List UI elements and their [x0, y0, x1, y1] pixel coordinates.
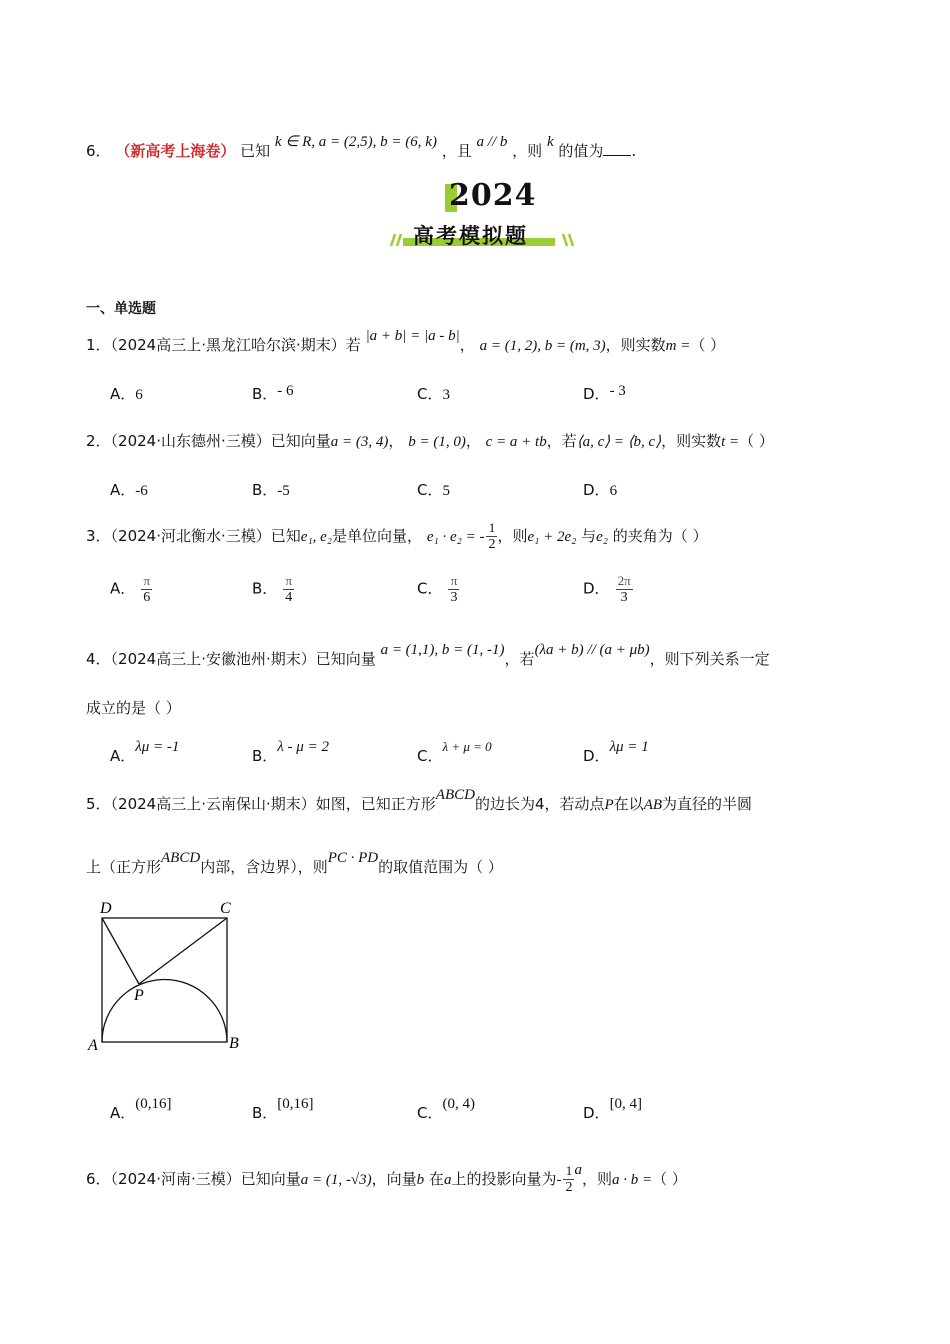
math-expr: ⟨a, c⟩ = ⟨b, c⟩: [576, 434, 662, 450]
question-text: 为直径的半圆: [662, 795, 753, 813]
question-6: [86, 1163, 687, 1196]
math-expr: |a + b| = |a - b|: [365, 328, 460, 344]
question-text: 的夹角为（ ）: [612, 527, 708, 545]
question-text: ，则: [497, 527, 528, 545]
question-number: 2．: [86, 432, 111, 450]
banner-slash-right: [569, 234, 573, 246]
option-label: C．: [417, 579, 443, 598]
option-label: C．: [417, 1104, 443, 1122]
option-value: 6: [609, 483, 618, 499]
option-label: D．: [583, 579, 610, 598]
math-expr: e₂: [596, 529, 609, 545]
fraction-numerator: 1: [565, 1163, 573, 1178]
question-number: 6．: [86, 142, 111, 160]
math-expr: a = (3, 4): [330, 434, 389, 450]
math-expr: a: [443, 1172, 452, 1188]
option-label: B．: [252, 747, 278, 765]
fraction-numerator: π: [285, 573, 293, 588]
question-text: ，若: [546, 432, 577, 450]
question-text: 在: [428, 1170, 444, 1188]
fraction: [486, 520, 497, 553]
question-source: （2024·河南·三模）: [110, 1170, 241, 1188]
math-expr: e₁, e₂: [300, 529, 333, 545]
option-a[interactable]: [110, 739, 180, 766]
math-expr: P: [604, 797, 614, 813]
option-label: A．: [110, 385, 136, 403]
banner-year: 2024: [449, 178, 537, 213]
option-a[interactable]: [110, 1096, 172, 1123]
fraction: [141, 573, 152, 606]
option-b[interactable]: [252, 1096, 314, 1123]
option-label: C．: [417, 747, 443, 765]
question-text: 内部，含边界），则: [200, 858, 328, 876]
math-expr: b: [416, 1172, 425, 1188]
fraction-numerator: 2π: [617, 573, 631, 588]
fraction: [616, 573, 633, 606]
fraction-denominator: 4: [285, 590, 293, 605]
question-text: （ ）: [739, 432, 774, 450]
semicircle-ab: [102, 980, 227, 1043]
question-source: （2024·山东德州·三模）: [110, 432, 271, 450]
fraction: [283, 573, 294, 606]
question-source: （2024·河北衡水·三模）: [110, 527, 271, 545]
question-text: ，: [459, 336, 475, 354]
fraction-numerator: 1: [488, 520, 496, 535]
question-2: [86, 430, 774, 451]
question-text: 若: [345, 336, 361, 354]
answer-blank[interactable]: [603, 141, 631, 156]
header-question: [86, 134, 637, 161]
question-source: （2024高三上·安徽池州·期末）: [110, 650, 316, 668]
question-text: ，: [465, 432, 481, 450]
banner-subtitle: 高考模拟题: [413, 224, 528, 248]
option-value: -5: [277, 483, 290, 499]
option-label: A．: [110, 579, 136, 598]
option-a[interactable]: [110, 479, 148, 500]
question-number: 1．: [86, 336, 111, 354]
math-parallel: a // b: [476, 134, 508, 150]
question-text: ，则: [512, 142, 543, 160]
question-5-line2: [86, 850, 503, 877]
fraction: [448, 573, 459, 606]
question-4: [86, 642, 770, 669]
option-label: D．: [583, 747, 610, 765]
question-text: ，则实数: [605, 336, 666, 354]
fraction-denominator: 3: [450, 590, 458, 605]
label-a: A: [88, 1037, 98, 1054]
math-var: k: [546, 134, 554, 150]
math-expr: a = (1, -√3): [300, 1172, 372, 1188]
option-label: D．: [583, 385, 610, 403]
question-number: 6．: [86, 1170, 111, 1188]
option-a[interactable]: [110, 573, 152, 606]
label-b: B: [229, 1035, 239, 1052]
question-text: ，若: [504, 650, 535, 668]
banner-slash-right: [563, 234, 567, 246]
segment-pc: [139, 918, 227, 984]
option-value: 3: [442, 387, 450, 403]
question-3: [86, 520, 708, 553]
question-end: .: [631, 142, 637, 160]
math-expr: e₁ · e₂ = -: [426, 529, 485, 545]
fraction-numerator: π: [143, 573, 151, 588]
question-source: （2024高三上·云南保山·期末）: [110, 795, 316, 813]
question-text: ，则: [581, 1170, 612, 1188]
math-expr: a = (1,1), b = (1, -1): [380, 642, 505, 658]
question-text: （ ）: [652, 1170, 687, 1188]
question-text: ，则下列关系一定: [649, 650, 770, 668]
option-b[interactable]: [252, 479, 290, 500]
option-value: λμ = -1: [135, 739, 180, 755]
math-expr: ABCD: [435, 787, 475, 803]
option-a[interactable]: [110, 383, 143, 404]
question-source: （2024高三上·黑龙江哈尔滨·期末）: [110, 336, 346, 354]
label-p: P: [134, 987, 144, 1004]
question-source: （新高考上海卷）: [115, 142, 236, 160]
option-d[interactable]: [583, 479, 617, 500]
math-expr: AB: [643, 797, 663, 813]
math-expr: t =: [721, 434, 740, 450]
banner-slash-left: [391, 234, 395, 246]
fraction-numerator: π: [450, 573, 458, 588]
option-label: A．: [110, 481, 136, 499]
math-expr: a = (1, 2), b = (m, 3): [479, 338, 606, 354]
option-d[interactable]: [583, 573, 633, 606]
fraction-denominator: 6: [143, 590, 151, 605]
math-expr: (λa + b) // (a + μb): [534, 642, 650, 658]
option-value: (0, 4): [442, 1096, 475, 1112]
math-expr: e₁ + 2e₂: [527, 529, 577, 545]
question-text: ，且: [441, 142, 472, 160]
math-expr: c = a + tb: [485, 434, 547, 450]
question-text: （ ）: [690, 336, 726, 354]
fraction-denominator: 3: [616, 589, 633, 606]
question-text: 是单位向量，: [332, 527, 423, 545]
option-value: 5: [442, 483, 450, 499]
option-label: B．: [252, 481, 278, 499]
option-value: λμ = 1: [609, 739, 649, 755]
option-value: [0, 4]: [609, 1096, 643, 1112]
option-value: λ + μ = 0: [442, 739, 492, 754]
option-d[interactable]: [583, 739, 649, 766]
question-4-line2: 成立的是（ ）: [86, 699, 181, 717]
question-number: 4．: [86, 650, 111, 668]
question-number: 5．: [86, 795, 111, 813]
question-text: 上的投影向量为: [451, 1170, 557, 1188]
question-text: 已知向量: [270, 432, 331, 450]
math-given: k ∈ R, a = (2,5), b = (6, k): [274, 134, 437, 150]
option-label: C．: [417, 481, 443, 499]
question-text: 如图，已知正方形: [315, 795, 436, 813]
option-d[interactable]: [583, 383, 626, 404]
section-title: 一、单选题: [86, 301, 156, 317]
option-label: D．: [583, 1104, 610, 1122]
math-expr: -: [556, 1172, 562, 1188]
question-text: 上（正方形: [86, 858, 162, 876]
math-expr: a: [574, 1162, 582, 1178]
question-text: ，: [388, 432, 404, 450]
option-label: D．: [583, 481, 610, 499]
question-text: 已知: [240, 142, 271, 160]
math-expr: PC · PD: [327, 850, 379, 866]
option-value: 6: [135, 387, 143, 403]
question-text: 的边长为4，若动点: [474, 795, 605, 813]
fraction-denominator: 2: [565, 1180, 573, 1195]
option-value: - 3: [609, 383, 626, 399]
option-label: A．: [110, 1104, 136, 1122]
square-semicircle-figure: [84, 896, 254, 1056]
segment-pd: [102, 918, 139, 984]
option-value: λ - μ = 2: [277, 739, 329, 755]
question-text: 已知向量: [240, 1170, 301, 1188]
question-text: 在以: [613, 795, 644, 813]
math-expr: m =: [665, 338, 691, 354]
option-b[interactable]: [252, 739, 329, 766]
question-5: [86, 787, 753, 814]
question-number: 3．: [86, 527, 111, 545]
banner-slash-left: [397, 234, 401, 246]
math-expr: ABCD: [161, 850, 201, 866]
option-value: -6: [135, 483, 148, 499]
option-value: [0,16]: [277, 1096, 314, 1112]
label-c: C: [220, 900, 231, 917]
fraction-denominator: 2: [488, 537, 496, 552]
option-b[interactable]: [252, 573, 294, 606]
option-label: C．: [417, 385, 443, 403]
math-expr: b = (1, 0): [408, 434, 466, 450]
fraction: [563, 1163, 574, 1196]
option-label: A．: [110, 747, 136, 765]
option-d[interactable]: [583, 1096, 643, 1123]
question-text: ，向量: [371, 1170, 417, 1188]
question-text: 的取值范围为（ ）: [378, 858, 503, 876]
option-b[interactable]: [252, 383, 294, 404]
option-label: B．: [252, 385, 278, 403]
question-text: 与: [581, 527, 597, 545]
question-text: 已知向量: [315, 650, 376, 668]
option-c[interactable]: [417, 479, 450, 500]
question-text: ，则实数: [661, 432, 722, 450]
option-c[interactable]: [417, 1096, 475, 1123]
option-label: B．: [252, 1104, 278, 1122]
question-text: 已知: [270, 527, 301, 545]
option-c[interactable]: [417, 739, 492, 766]
question-text: 的值为: [558, 142, 604, 160]
math-expr: a · b =: [611, 1172, 653, 1188]
option-label: B．: [252, 579, 278, 598]
label-d: D: [100, 900, 112, 917]
option-value: (0,16]: [135, 1096, 172, 1112]
option-value: - 6: [277, 383, 294, 399]
question-1: [86, 328, 726, 355]
option-c[interactable]: [417, 573, 459, 606]
option-c[interactable]: [417, 383, 450, 404]
